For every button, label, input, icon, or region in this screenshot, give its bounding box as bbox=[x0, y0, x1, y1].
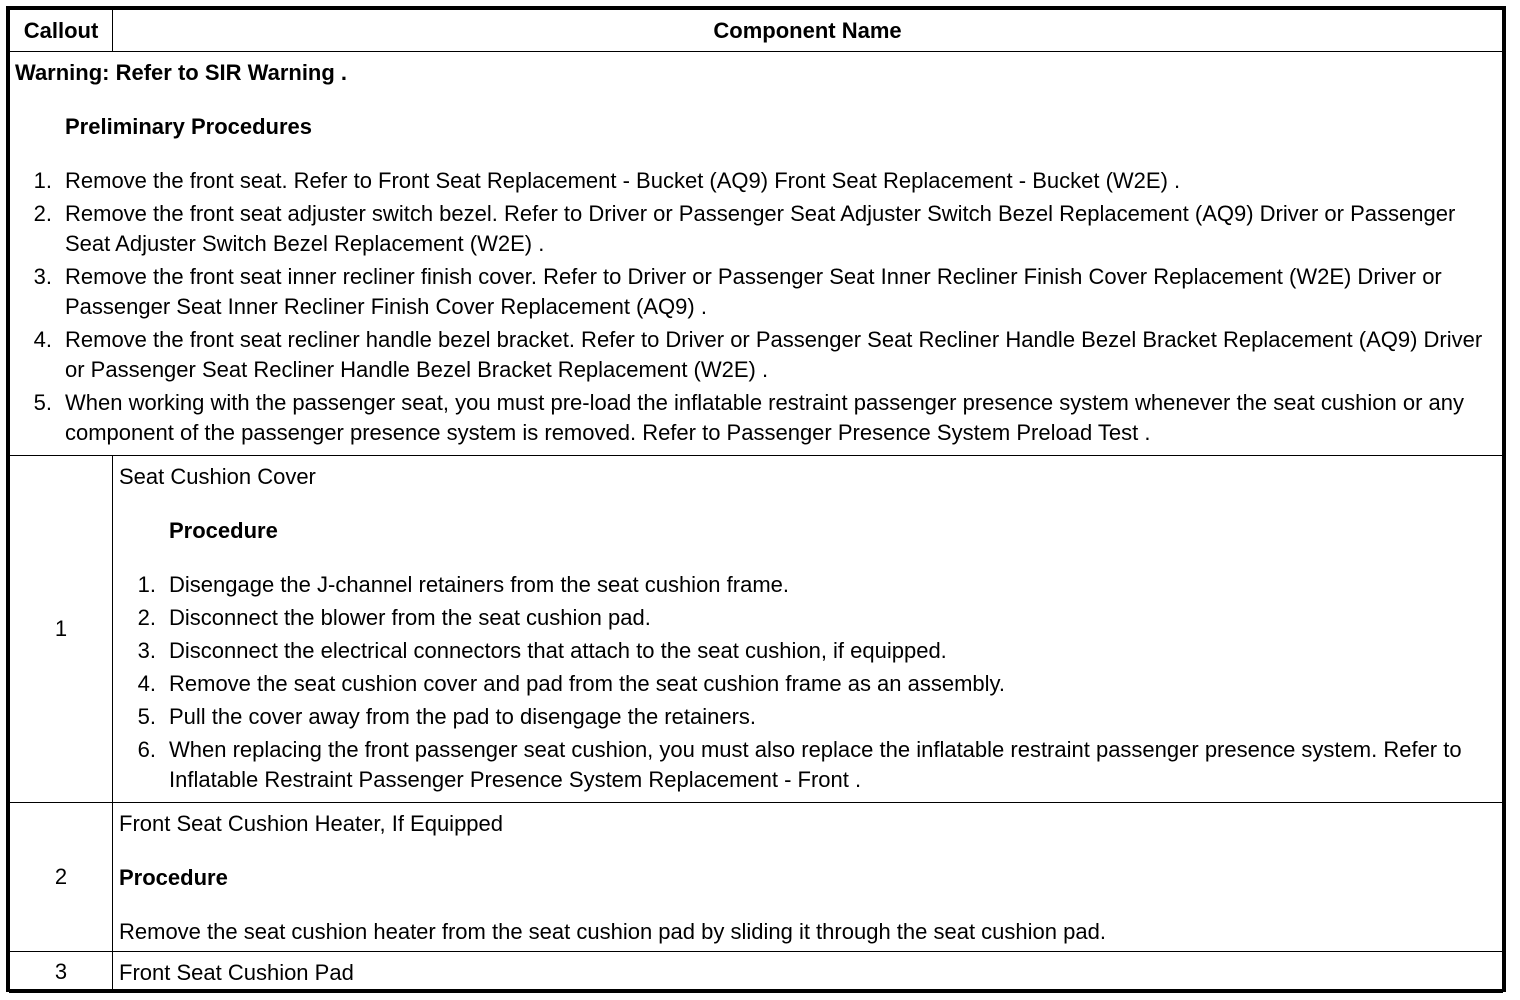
list-item: 4. Remove the front seat recliner handle bezel bracket. Refer to Driver or Passenger Seat Recliner Handle Bezel Bracket Replacement (AQ9) Driver or Passenger Seat Recliner Handle Bezel Bracket Replacement (W2E) . bbox=[33, 327, 1483, 382]
list-item: 3. Remove the front seat inner recliner finish cover. Refer to Driver or Passenger Seat Inner Recliner Finish Cover Replacement (W2E) Driver or Passenger Seat Inner Recliner Finish Cover Replacement (AQ9) . bbox=[33, 264, 1442, 319]
table-row bbox=[10, 803, 1503, 952]
list-item: 3. Disconnect the electrical connectors that attach to the seat cushion, if equipped. bbox=[137, 638, 947, 663]
list-item: 2. Disconnect the blower from the seat cushion pad. bbox=[137, 605, 651, 630]
sir-warning: Warning: Refer to SIR Warning . bbox=[15, 60, 348, 85]
list-item: 6. When replacing the front passenger seat cushion, you must also replace the inflatable restraint passenger presence system. Refer to Inflatable Restraint Passenger Presence System Replacement - Front . bbox=[137, 737, 1462, 792]
callout-column-header: Callout bbox=[10, 10, 113, 52]
component-title: Front Seat Cushion Pad bbox=[119, 960, 354, 985]
list-item: 1. Disengage the J-channel retainers from the seat cushion frame. bbox=[137, 572, 789, 597]
preliminary-heading: Preliminary Procedures bbox=[65, 114, 313, 139]
procedure-heading: Procedure bbox=[119, 865, 228, 890]
list-item: 5. Pull the cover away from the pad to disengage the retainers. bbox=[137, 704, 757, 729]
callout-number: 1 bbox=[10, 456, 113, 803]
component-title: Front Seat Cushion Heater, If Equipped bbox=[119, 811, 504, 836]
callout-number: 3 bbox=[10, 952, 113, 993]
table-row bbox=[10, 952, 1503, 993]
procedure-steps bbox=[119, 570, 1496, 795]
callout-number: 2 bbox=[10, 803, 113, 952]
table-row bbox=[10, 456, 1503, 803]
procedure-table-frame bbox=[6, 6, 1506, 992]
procedure-heading: Procedure bbox=[169, 518, 278, 543]
preliminary-row bbox=[10, 52, 1503, 456]
preliminary-cell bbox=[10, 52, 1503, 456]
component-column-header: Component Name bbox=[113, 10, 1503, 52]
component-cell bbox=[113, 456, 1503, 803]
procedure-table bbox=[9, 9, 1503, 993]
list-item: 4. Remove the seat cushion cover and pad from the seat cushion frame as an assembly. bbox=[137, 671, 1006, 696]
component-cell bbox=[113, 952, 1503, 993]
list-item: 2. Remove the front seat adjuster switch bezel. Refer to Driver or Passenger Seat Adjuster Switch Bezel Replacement (AQ9) Driver or Passenger Seat Adjuster Switch Bezel Replacement (W2E) . bbox=[33, 201, 1456, 256]
table-header-row bbox=[10, 10, 1503, 52]
preliminary-steps bbox=[15, 166, 1496, 448]
component-cell bbox=[113, 803, 1503, 952]
component-title: Seat Cushion Cover bbox=[119, 464, 316, 489]
list-item: 1. Remove the front seat. Refer to Front Seat Replacement - Bucket (AQ9) Front Seat Replacement - Bucket (W2E) . bbox=[33, 168, 1181, 193]
procedure-text: Remove the seat cushion heater from the seat cushion pad by sliding it through the seat cushion pad. bbox=[119, 919, 1106, 944]
list-item: 5. When working with the passenger seat, you must pre-load the inflatable restraint passenger presence system whenever the seat cushion or any component of the passenger presence system is removed. Refer to Passenger Presence System Preload Test . bbox=[33, 390, 1464, 445]
